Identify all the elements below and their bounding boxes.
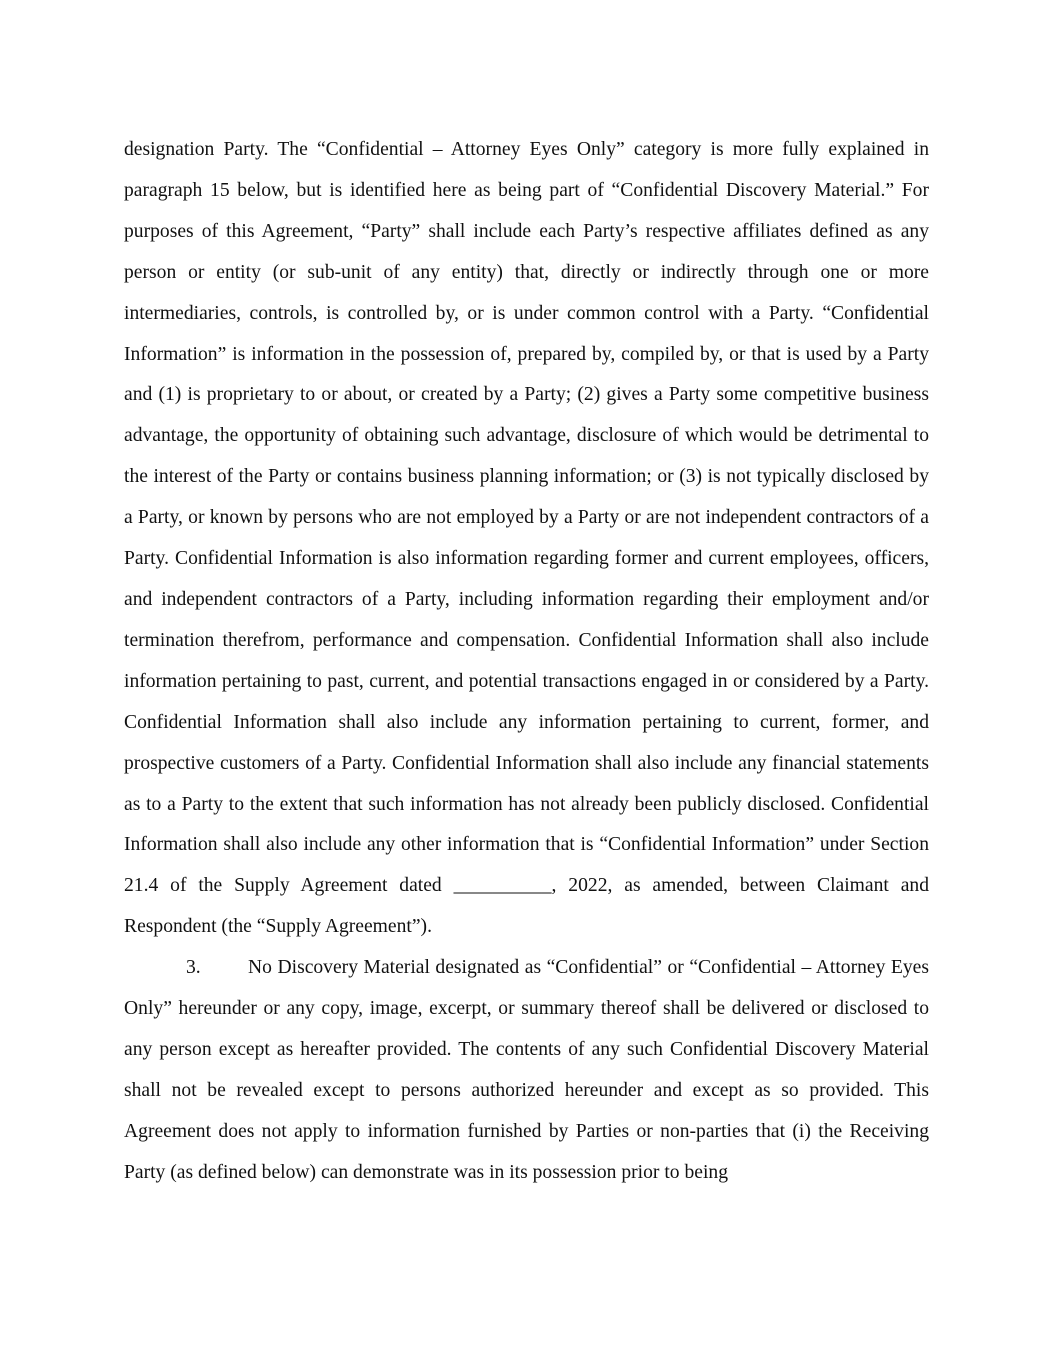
document-body — [124, 130, 929, 1194]
paragraph-continued: designation Party. The “Confidential – Attorney Eyes Only” category is more fully explained in paragraph 15 below, but is identified here as being part of “Confidential Discovery Material.” For purposes of this Agreement, “Party” shall include each Party’s respective affiliates defined as any person or entity (or sub-unit of any entity) that, directly or indirectly through one or more intermediaries, controls, is controlled by, or is under common control with a Party. “Confidential Information” is information in the possession of, prepared by, compiled by, or that is used by a Party and (1) is proprietary to or about, or created by a Party; (2) gives a Party some competitive business advantage, the opportunity of obtaining such advantage, disclosure of which would be detrimental to the interest of the Party or contains business planning information; or (3) is not typically disclosed by a Party, or known by persons who are not employed by a Party or are not independent contractors of a Party. Confidential Information is also information regarding former and current employees, officers, and independent contractors of a Party, including information regarding their employment and/or termination therefrom, performance and compensation. Confidential Information shall also include information pertaining to past, current, and potential transactions engaged in or considered by a Party. Confidential Information shall also include any information pertaining to current, former, and prospective customers of a Party. Confidential Information shall also include any financial statements as to a Party to the extent that such information has not already been publicly disclosed. Confidential Information shall also include any other information that is “Confidential Information” under Section 21.4 of the Supply Agreement dated __________, 2022, as amended, between Claimant and Respondent (the “Supply Agreement”). — [124, 139, 929, 938]
paragraph-3 — [124, 948, 929, 1193]
paragraph-3-text: No Discovery Material designated as “Confidential” or “Confidential – Attorney Eyes Only” hereunder or any copy, image, excerpt, or summary thereof shall be delivered or disclosed to any person except as hereafter provided. The contents of any such Confidential Discovery Material shall not be revealed except to persons authorized hereunder and except as so provided. This Agreement does not apply to information furnished by Parties or non-parties that (i) the Receiving Party (as defined below) can demonstrate was in its possession prior to being — [124, 957, 929, 1183]
paragraph-3-number: 3. — [186, 957, 201, 979]
